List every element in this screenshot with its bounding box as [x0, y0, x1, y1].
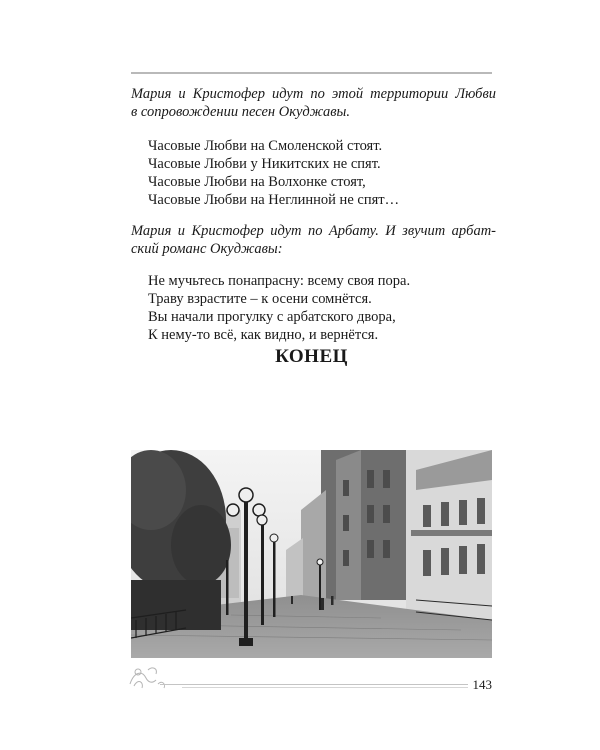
page-number: 143: [472, 677, 492, 692]
header-rule: [131, 72, 492, 74]
paragraph-1-line: Мария и Кристофер идут по этой территории Любви: [131, 86, 496, 102]
verse-2: [148, 272, 513, 344]
verse-1-line: Часовые Любви на Смоленской стоят.: [148, 138, 383, 154]
verse-1: [148, 137, 513, 209]
chapter-end-heading: КОНЕЦ: [275, 346, 348, 367]
paragraph-2: [131, 222, 496, 258]
footer-rule: [160, 684, 468, 685]
paragraph-2-line: Мария и Кристофер идут по Арбату. И звучит арбат-: [131, 223, 496, 239]
paragraph-2-line: ский романс Окуджавы:: [131, 241, 283, 257]
verse-1-line: Часовые Любви на Волхонке стоят,: [148, 174, 366, 190]
verse-2-line: Траву взрастите – к осени сомнётся.: [148, 291, 372, 307]
verse-1-line: Часовые Любви у Никитских не спят.: [148, 156, 381, 172]
paragraph-1-line: в сопровождении песен Окуджавы.: [131, 104, 351, 120]
footer-rule-secondary: [182, 687, 468, 688]
verse-2-line: Не мучьтесь понапрасну: всему своя пора.: [148, 273, 411, 289]
verse-2-line: Вы начали прогулку с арбатского двора,: [148, 309, 396, 325]
verse-1-line: Часовые Любви на Неглинной не спят…: [148, 192, 400, 208]
floral-ornament-icon: [128, 664, 168, 690]
paragraph-1: [131, 85, 496, 121]
arbat-street-photo: [131, 450, 492, 658]
verse-2-line: К нему-то всё, как видно, и вернётся.: [148, 327, 379, 343]
